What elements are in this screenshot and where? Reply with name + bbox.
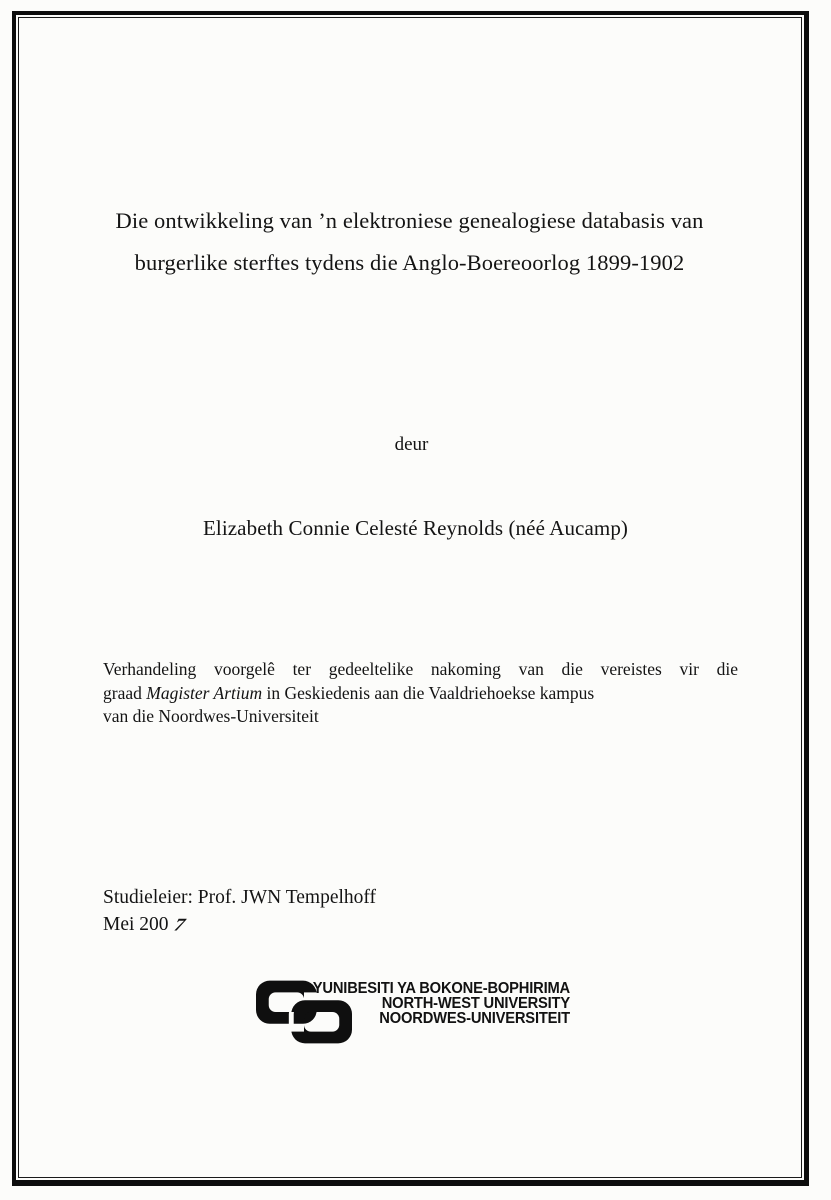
date-prefix: Mei 200 xyxy=(103,914,169,935)
logo-line-english: NORTH-WEST UNIVERSITY xyxy=(381,995,570,1012)
author-name: Elizabeth Connie Celesté Reynolds (néé Aucamp) xyxy=(202,516,629,540)
logo-line-afrikaans: NOORDWES-UNIVERSITEIT xyxy=(379,1010,570,1027)
supervisor-line: Studieleier: Prof. JWN Tempelhoff xyxy=(103,887,377,908)
magister-artium-italic: Magister Artium xyxy=(146,682,263,703)
statement-line-2-post: in Geskiedenis aan die Vaaldriehoekse kampus xyxy=(262,682,595,703)
date-final-digit: 7 xyxy=(169,915,189,936)
logo-line-setswana: YUNIBESITI YA BOKONE-BOPHIRIMA xyxy=(312,980,570,997)
statement-line-2-pre: graad xyxy=(103,682,147,703)
degree-statement xyxy=(103,658,738,729)
byline-deur: deur xyxy=(394,434,429,455)
statement-line-3: van die Noordwes-Universiteit xyxy=(103,706,319,726)
date-line xyxy=(103,911,376,938)
supervisor-block xyxy=(103,884,376,938)
statement-line-2 xyxy=(103,682,738,706)
nwu-logo-wordmark xyxy=(302,981,570,1026)
statement-line-1: Verhandeling voorgelê ter gedeeltelike nakoming van die vereistes vir die xyxy=(103,659,738,679)
thesis-title-line-1: Die ontwikkeling van ’n elektroniese genealogiese databasis van xyxy=(115,208,704,233)
thesis-title-line-2: burgerlike sterftes tydens die Anglo-Boereoorlog 1899-1902 xyxy=(134,250,685,275)
thesis-title xyxy=(56,200,763,284)
